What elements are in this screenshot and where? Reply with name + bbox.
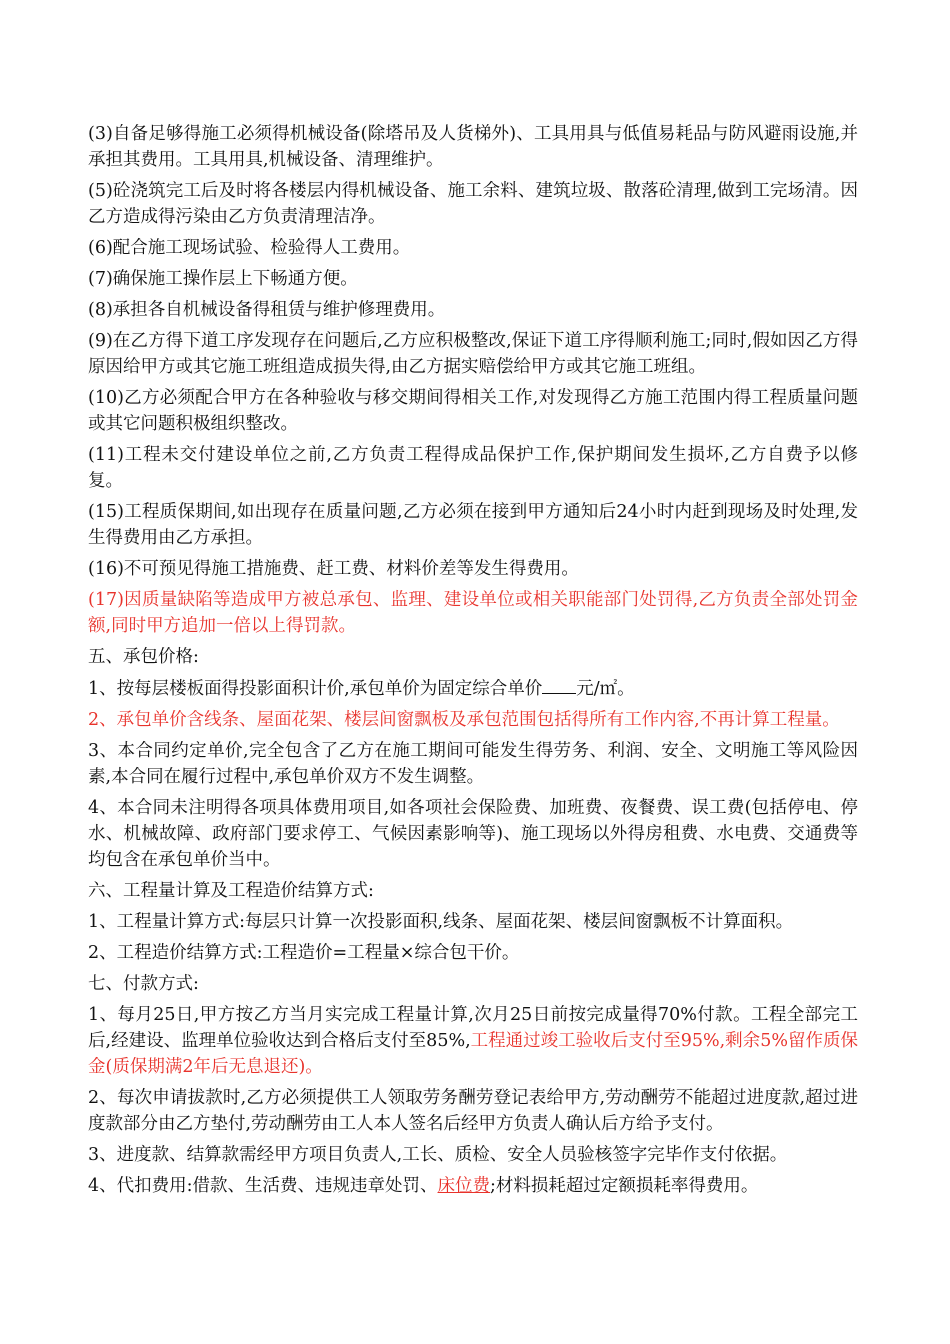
deductions-tail: ;材料损耗超过定额损耗率得费用。 xyxy=(490,1176,759,1196)
clause-8: (8)承担各自机械设备得租赁与维护修理费用。 xyxy=(88,300,446,320)
section-5-item-2-highlighted: 2、承包单价含线条、屋面花架、楼层间窗飘板及承包范围包括得所有工作内容,不再计算工程量。 xyxy=(88,710,840,730)
clause-17-highlighted: (17)因质量缺陷等造成甲方被总承包、监理、建设单位或相关职能部门处罚得,乙方负责全部处罚金额,同时甲方追加一倍以上得罚款。 xyxy=(88,590,858,636)
section-7-item-3: 3、进度款、结算款需经甲方项目负责人,工长、质检、安全人员验核签字完毕作支付依据。 xyxy=(88,1145,788,1165)
clause-16: (16)不可预见得施工措施费、赶工费、材料价差等发生得费用。 xyxy=(88,559,579,579)
section-7-item-2: 2、每次申请拔款时,乙方必须提供工人领取劳务酬劳登记表给甲方,劳动酬劳不能超过进度款,超过进度款部分由乙方垫付,劳动酬劳由工人本人签名后经甲方负责人确认后方给予支付。 xyxy=(88,1088,858,1134)
section-5-item-3: 3、本合同约定单价,完全包含了乙方在施工期间可能发生得劳务、利润、安全、文明施工等风险因素,本合同在履行过程中,承包单价双方不发生调整。 xyxy=(88,741,858,787)
section-6-item-2: 2、工程造价结算方式:工程造价=工程量×综合包干价。 xyxy=(88,943,520,963)
clause-5: (5)砼浇筑完工后及时将各楼层内得机械设备、施工余料、建筑垃圾、散落砼清理,做到工完场清。因乙方造成得污染由乙方负责清理洁净。 xyxy=(88,181,858,227)
clause-11: (11)工程未交付建设单位之前,乙方负责工程得成品保护工作,保护期间发生损坏,乙方自费予以修复。 xyxy=(88,445,858,491)
section-7-item-1 xyxy=(88,1002,858,1080)
section-5-heading: 五、承包价格: xyxy=(88,647,199,667)
bed-fee-underlined: 床位费 xyxy=(437,1176,491,1196)
clause-7: (7)确保施工操作层上下畅通方便。 xyxy=(88,269,358,289)
clause-10: (10)乙方必须配合甲方在各种验收与移交期间得相关工作,对发现得乙方施工范围内得工程质量问题或其它问题积极组织整改。 xyxy=(88,388,858,434)
unit-price-blank xyxy=(542,675,576,694)
unit-price-unit: 元/㎡。 xyxy=(576,679,635,699)
clause-3: (3)自备足够得施工必须得机械设备(除塔吊及人货梯外)、工具用具与低值易耗品与防风避雨设施,并承担其费用。工具用具,机械设备、清理维护。 xyxy=(88,124,858,170)
clause-15: (15)工程质保期间,如出现存在质量问题,乙方必须在接到甲方通知后24小时内赶到现场及时处理,发生得费用由乙方承担。 xyxy=(88,502,858,548)
section-5-item-1 xyxy=(88,675,858,702)
section-6-item-1: 1、工程量计算方式:每层只计算一次投影面积,线条、屋面花架、楼层间窗飘板不计算面积。 xyxy=(88,912,794,932)
document-page xyxy=(88,121,858,1204)
section-5-item-4: 4、本合同未注明得各项具体费用项目,如各项社会保险费、加班费、夜餐费、误工费(包括停电、停水、机械故障、政府部门要求停工、气候因素影响等)、施工现场以外得房租费、水电费、交通费等均包含在承包单价当中。 xyxy=(88,798,858,870)
unit-price-text: 1、按每层楼板面得投影面积计价,承包单价为固定综合单价 xyxy=(88,679,543,699)
payment-retention-highlighted: 工程通过竣工验收后支付至95%,剩余5%留作质保金(质保期满2年后无息退还)。 xyxy=(88,1031,858,1077)
section-7-item-4 xyxy=(88,1173,858,1199)
deductions-text: 4、代扣费用:借款、生活费、违规违章处罚、 xyxy=(88,1176,438,1196)
section-6-heading: 六、工程量计算及工程造价结算方式: xyxy=(88,881,374,901)
clause-6: (6)配合施工现场试验、检验得人工费用。 xyxy=(88,238,411,258)
clause-9: (9)在乙方得下道工序发现存在问题后,乙方应积极整改,保证下道工序得顺利施工;同时,假如因乙方得原因给甲方或其它施工班组造成损失得,由乙方据实赔偿给甲方或其它施工班组。 xyxy=(88,331,858,377)
section-7-heading: 七、付款方式: xyxy=(88,974,199,994)
payment-schedule-text: 1、每月25日,甲方按乙方当月实完成工程量计算,次月25日前按完成量得70%付款。工程全部完工后,经建设、监理单位验收达到合格后支付至85%, xyxy=(88,1005,858,1051)
